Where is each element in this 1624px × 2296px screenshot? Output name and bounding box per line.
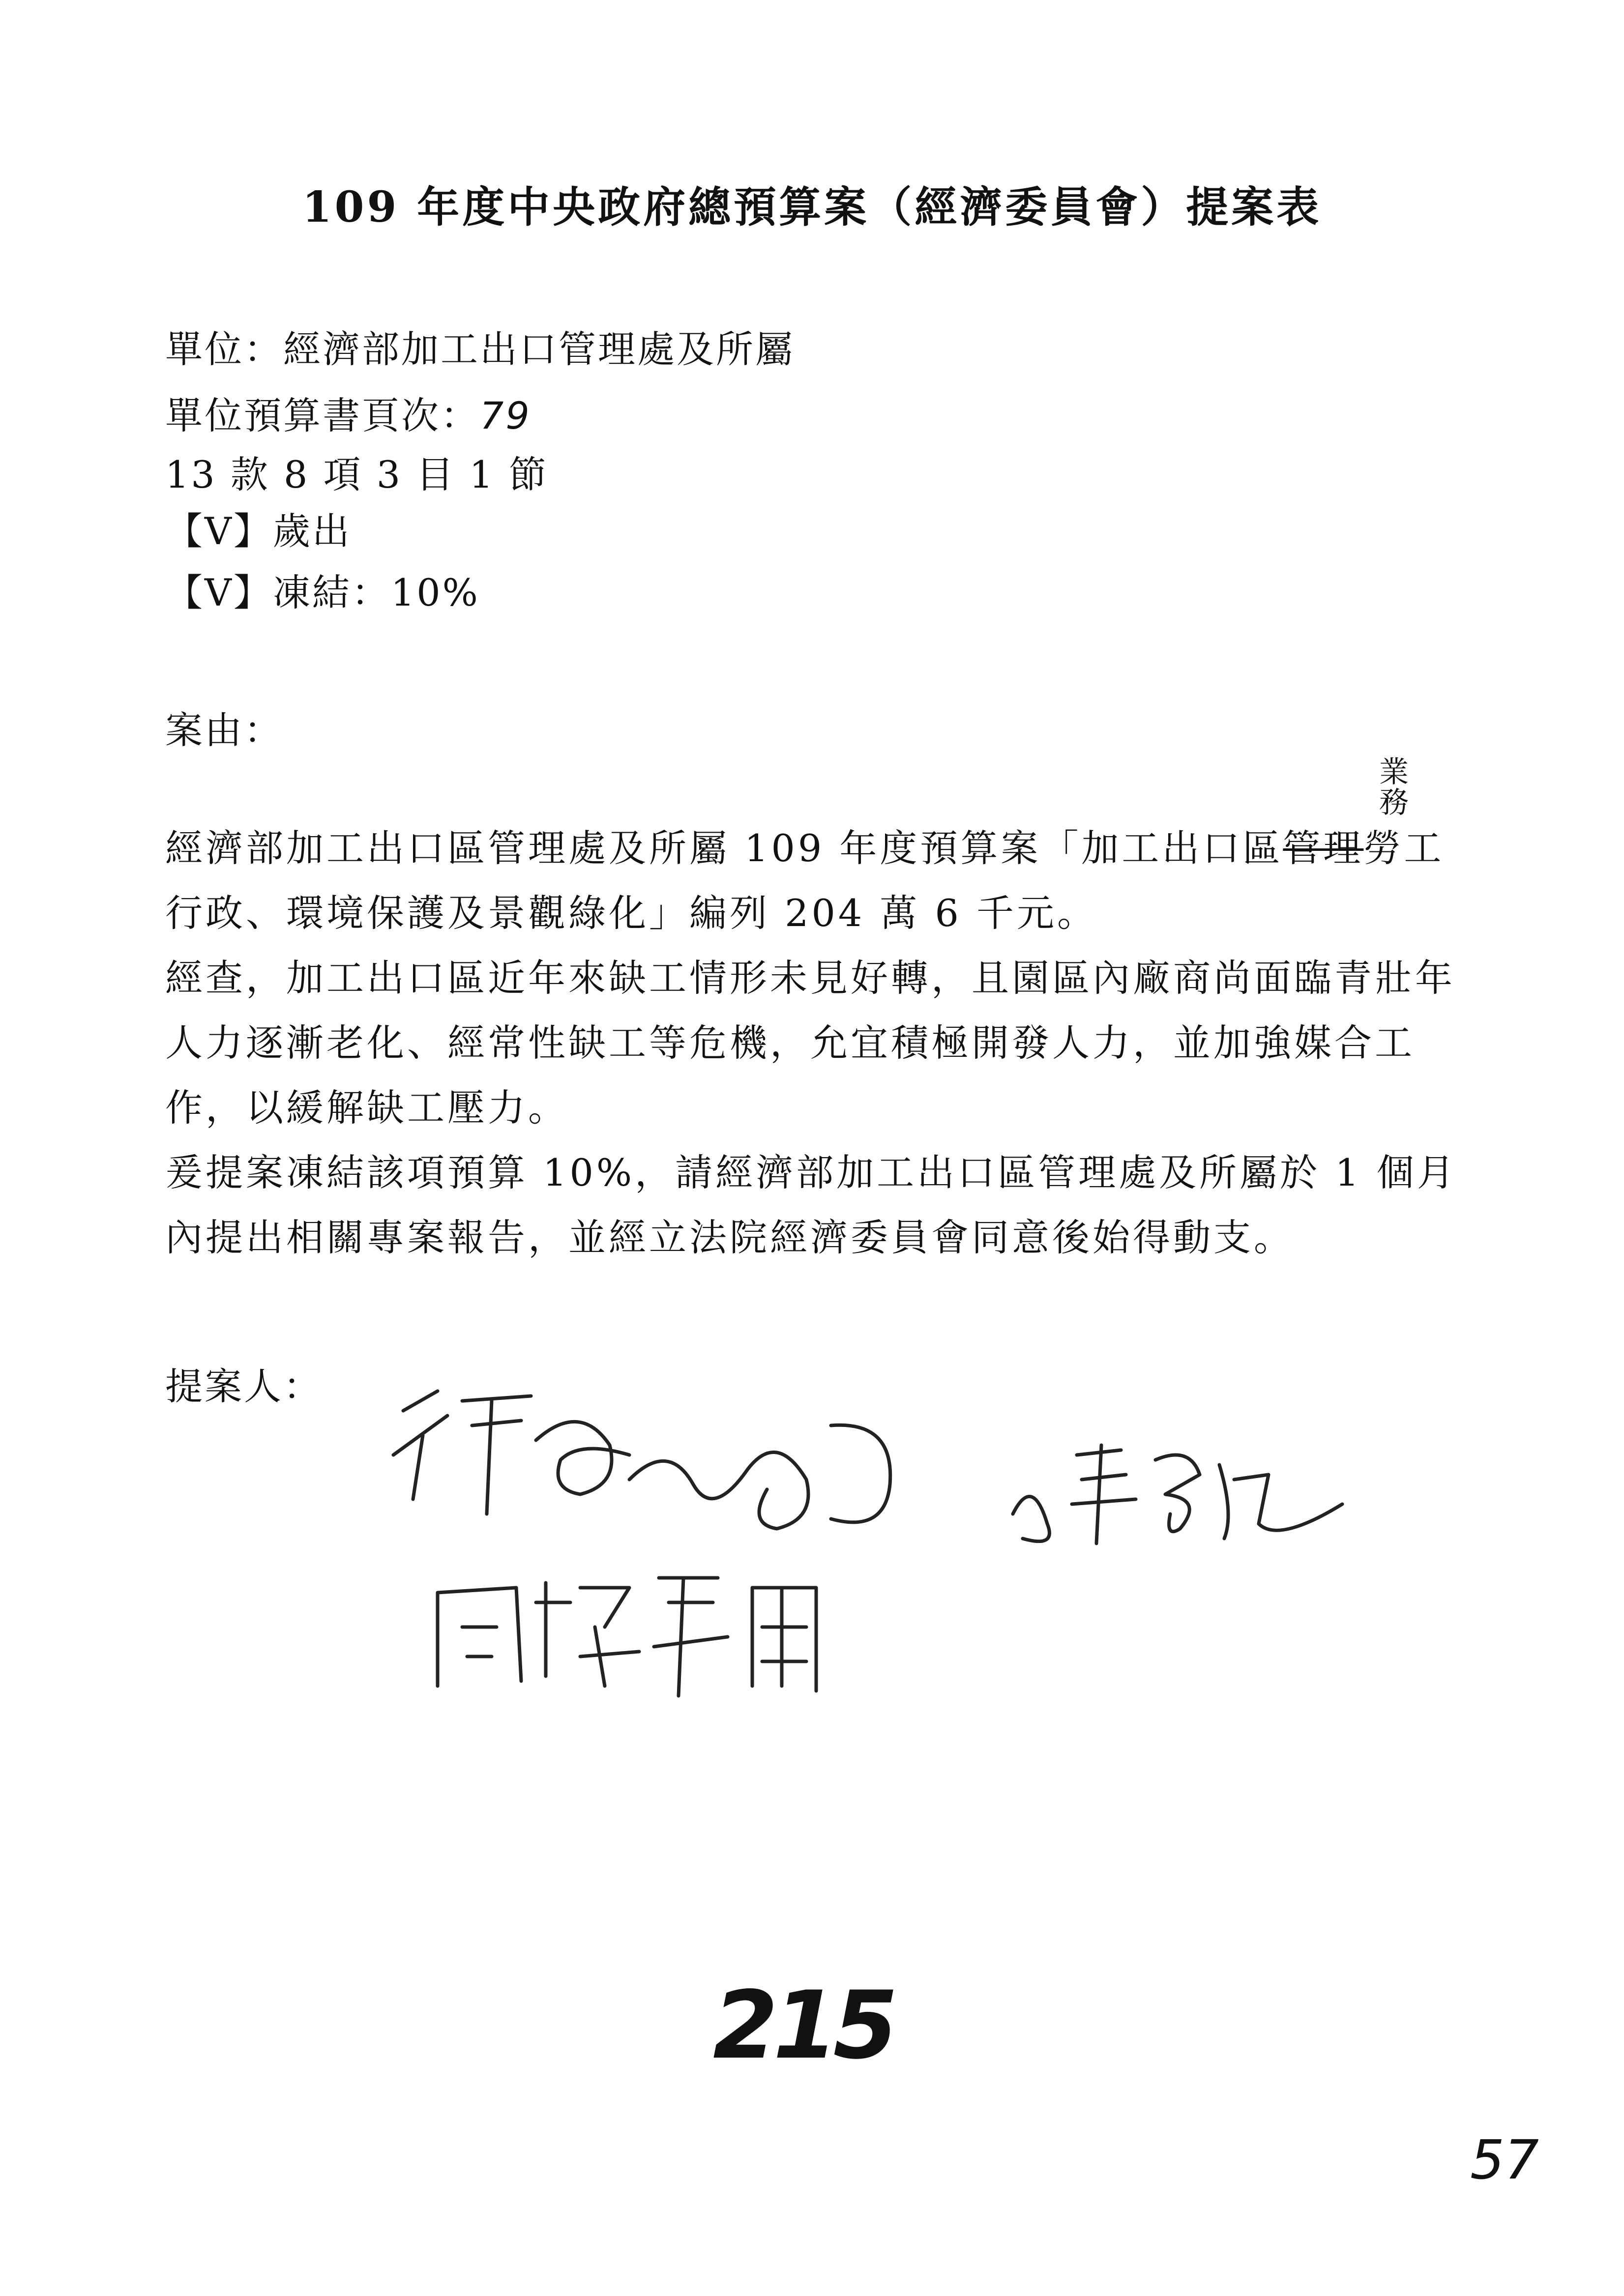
page-ref-label: 單位預算書頁次： [165, 394, 480, 437]
reason-body [165, 816, 1473, 1270]
corner-page-number: 57 [1470, 2128, 1539, 2191]
section-line: 13 款 8 項 3 目 1 節 [165, 453, 548, 496]
reason-p1-part-a: 經濟部加工出口區管理處及所屬 109 年度預算案「加工出口區 [165, 826, 1283, 870]
reason-label: 案由： [165, 708, 283, 752]
struck-text: 管理 [1283, 826, 1364, 870]
document-title: 109 年度中央政府總預算案（經濟委員會）提案表 [302, 182, 1322, 232]
reason-paragraph-1 [165, 816, 1473, 946]
reason-paragraph-2: 經查，加工出口區近年來缺工情形未見好轉，且園區內廠商尚面臨青壯年人力逐漸老化、經常性缺工等危機，允宜積極開發人力，並加強媒合工作，以緩解缺工壓力。 [165, 956, 1455, 1130]
signature-1 [374, 1371, 924, 1715]
freeze-line: 【V】凍結：10% [165, 571, 480, 614]
proposer-label: 提案人： [165, 1365, 323, 1408]
handwritten-insertion: 業務 [1379, 755, 1409, 820]
handwritten-page-number: 215 [713, 1971, 893, 2080]
reason-paragraph-3: 爰提案凍結該項預算 10%，請經濟部加工出口區管理處及所屬於 1 個月內提出相關專案報告，並經立法院經濟委員會同意後始得動支。 [165, 1151, 1457, 1259]
expenditure-line: 【V】歲出 [165, 509, 352, 553]
signature-2 [1003, 1416, 1357, 1563]
reason-p1-part-b: 勞工行政、環境保護及景觀綠化」編列 204 萬 6 千元。 [165, 826, 1445, 935]
unit-line: 單位：經濟部加工出口管理處及所屬 [165, 327, 795, 371]
page-ref-line [165, 386, 531, 439]
page-ref-value: 79 [480, 394, 531, 437]
